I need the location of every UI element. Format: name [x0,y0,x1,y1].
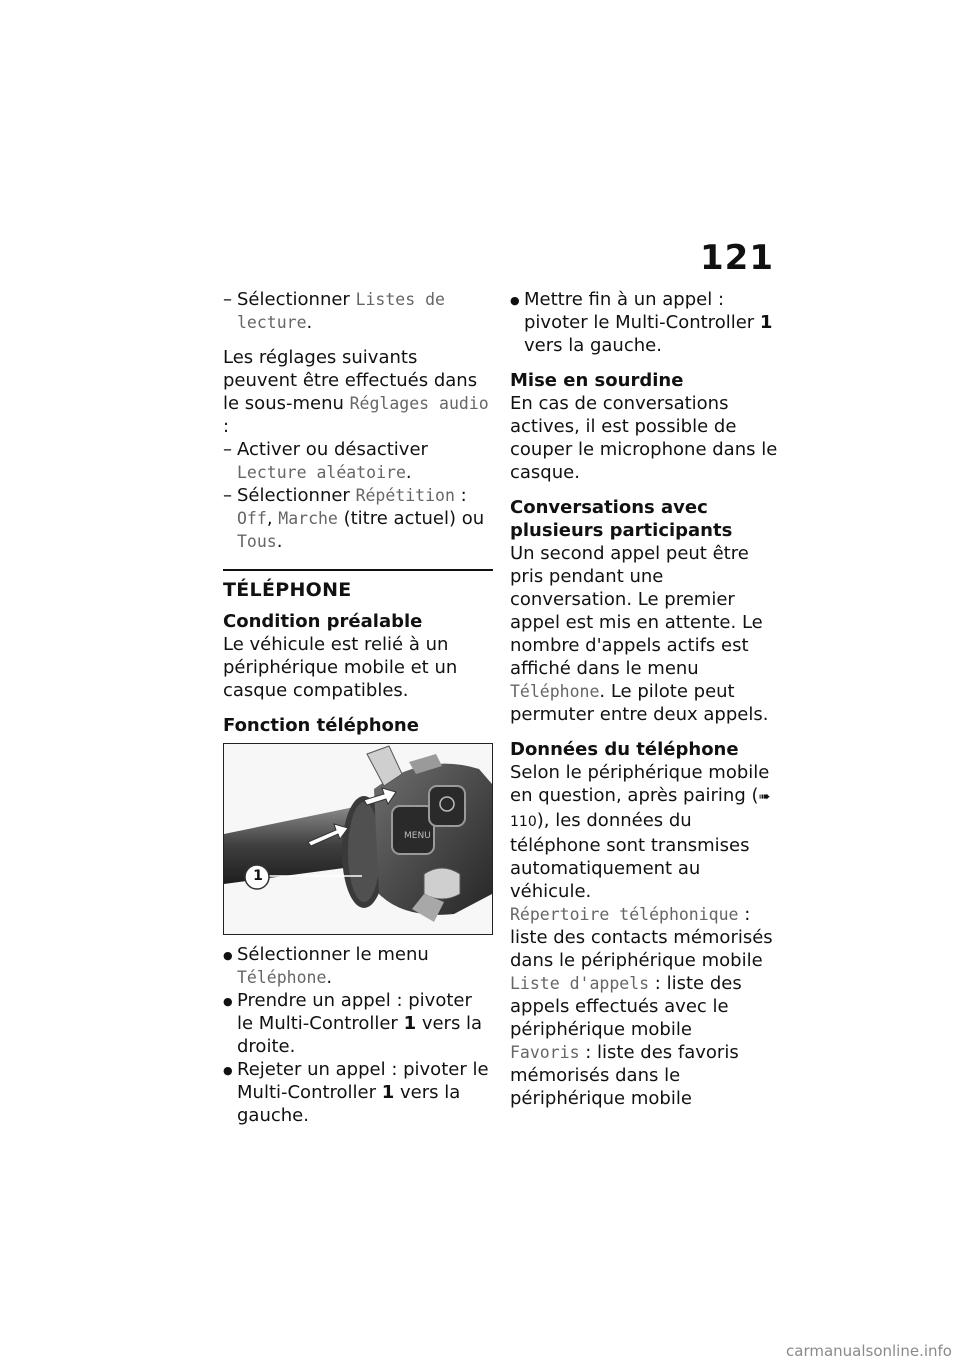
playlist-list [223,288,493,334]
condition-text: Le véhicule est relié à un périphérique mobile et un casque compatibles. [223,634,458,701]
list-item [223,288,493,334]
intro-text: Les réglages suivants peuvent être effectués dans le sous-menu [223,347,478,414]
menu-code: Liste d'appels [510,974,650,993]
audio-settings-intro [223,346,493,438]
phone-bullets [223,943,493,1127]
list-item-text: . [276,531,283,552]
menu-code: Répétition [355,486,455,505]
footer-watermark: carmanualsonline.info [786,1342,952,1360]
list-item-text: vers la gauche. [237,1082,461,1126]
list-item-text: vers la gauche. [524,335,662,356]
svg-text:MENU: MENU [404,831,431,841]
list-item-text: : [454,485,467,506]
list-item-text: . [326,967,333,988]
handlebar-figure [223,743,493,935]
figure-callout-label: 1 [253,868,263,884]
menu-code: Téléphone [510,682,600,701]
phone-data-text [510,761,782,903]
page-reference-link[interactable]: ➠ 110 [510,789,771,830]
list-item-text: . [306,312,313,333]
paragraph-text: : liste des appels effectués avec le périphérique mobile [510,973,742,1040]
conversation-title: Conversations avec plusieurs participants [510,497,733,541]
list-item-text: Sélectionner le menu [237,944,429,965]
list-item-text: Activer ou désactiver [237,439,428,460]
menu-code: Réglages audio [349,394,489,413]
condition-title: Condition préalable [223,611,423,632]
right-column [510,288,782,1122]
mute-title: Mise en sourdine [510,370,684,391]
section-title: TÉLÉPHONE [223,579,352,601]
paragraph-text: : liste des contacts mémorisés dans le périphérique mobile [510,904,773,971]
list-item-text: Prendre un appel : pivoter le Multi-Controller [237,990,472,1034]
list-item-text: Rejeter un appel : pivoter le Multi-Controller [237,1059,489,1103]
paragraph-text: Selon le périphérique mobile en question, après pairing ( [510,762,770,806]
list-item-text: vers la droite. [237,1013,483,1057]
menu-code: Favoris [510,1043,580,1062]
phone-data-title: Données du téléphone [510,739,739,760]
menu-code: Marche [278,509,338,528]
favorites-entry [510,1041,782,1110]
list-item [223,943,493,989]
list-item-text: , [266,508,279,529]
function-title: Fonction téléphone [223,715,419,736]
list-item-text: Sélectionner [237,485,356,506]
left-column [223,288,493,1139]
list-item [223,989,493,1058]
list-item [510,288,782,357]
menu-code: Tous [237,532,277,551]
list-item-text: Sélectionner [237,289,356,310]
multi-controller-illustration [224,744,492,934]
list-item [223,1058,493,1127]
controller-ref: 1 [403,1013,417,1034]
audio-settings-list [223,438,493,553]
controller-ref: 1 [381,1082,395,1103]
mute-text: En cas de conversations actives, il est possible de couper le microphone dans le casque. [510,393,778,483]
controller-ref: 1 [759,312,773,333]
page-number: 121 [700,238,774,278]
menu-code: Répertoire téléphonique [510,905,739,924]
menu-code: Off [237,509,267,528]
conversation-text [510,542,782,726]
list-item-text: . [405,462,412,483]
end-call-list [510,288,782,357]
paragraph-text: . Le pilote peut permuter entre deux appels. [510,681,769,725]
list-item-text: (titre actuel) ou [337,508,485,529]
list-item-text: Mettre fin à un appel : pivoter le Multi-Controller [524,289,760,333]
section-divider [223,569,493,571]
paragraph-text: : liste des favoris mémorisés dans le périphérique mobile [510,1042,739,1109]
intro-text: : [223,416,230,437]
menu-code: Listes de lecture [237,290,445,332]
menu-code: Lecture aléatoire [237,463,406,482]
list-item [223,438,493,484]
directory-entry [510,903,782,972]
menu-code: Téléphone [237,968,327,987]
paragraph-text: ), les données du téléphone sont transmises automatiquement au véhicule. [510,810,750,902]
call-list-entry [510,972,782,1041]
paragraph-text: Un second appel peut être pris pendant une conversation. Le premier appel est mis en attente. Le nombre d'appels actifs est affiché dans le menu [510,543,763,679]
list-item [223,484,493,553]
